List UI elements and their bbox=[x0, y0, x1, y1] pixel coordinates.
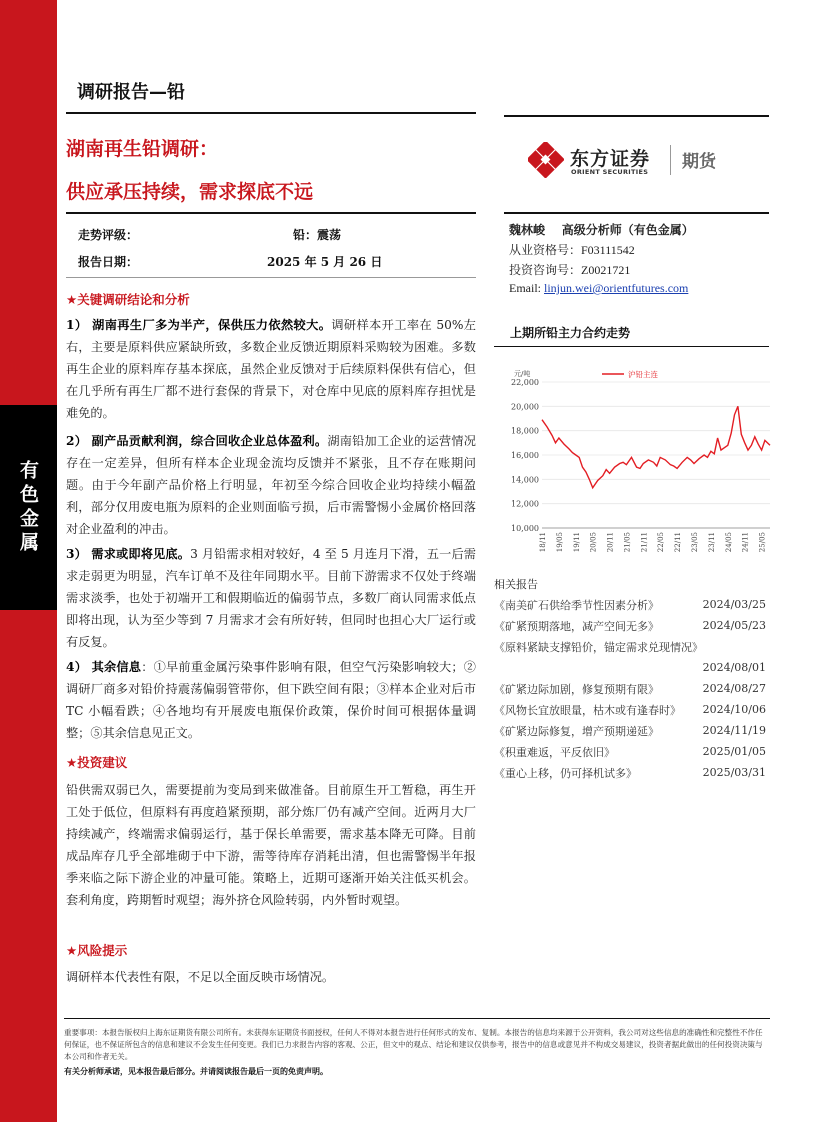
y-tick-label: 18,000 bbox=[511, 426, 539, 436]
related-report-date: 2025/01/05 bbox=[702, 745, 766, 758]
title-line-1: 湖南再生铅调研： bbox=[66, 138, 219, 160]
finding-paragraph-2 bbox=[66, 430, 476, 540]
related-report-date-row bbox=[494, 657, 766, 678]
disclaimer-note: 有关分析师承诺，见本报告最后部分。并请阅读报告最后一页的免责声明。 bbox=[64, 1066, 328, 1076]
logo-divider bbox=[670, 145, 671, 175]
related-report-title: 《风物长宜放眼量，枯木或有逢春时》 bbox=[494, 703, 681, 717]
related-reports-list bbox=[494, 594, 766, 783]
x-tick-label: 25/05 bbox=[758, 532, 767, 553]
related-report-date: 2024/08/27 bbox=[702, 682, 766, 695]
related-report-date: 2024/11/19 bbox=[702, 724, 766, 737]
related-report-item[interactable] bbox=[494, 678, 766, 699]
chart-y-ticks bbox=[511, 378, 539, 533]
finding-1-lead: 1） 湖南再生厂多为半产，保供压力依然较大。 bbox=[66, 318, 332, 332]
sector-tab bbox=[0, 405, 57, 610]
related-report-date: 2024/05/23 bbox=[702, 619, 766, 632]
y-tick-label: 20,000 bbox=[511, 402, 539, 412]
title-rule bbox=[66, 212, 476, 214]
chart-ylabel: 元/吨 bbox=[514, 370, 531, 378]
logo-english-text: ORIENT SECURITIES bbox=[571, 168, 649, 176]
related-report-title: 《重心上移，仍可择机试多》 bbox=[494, 766, 637, 780]
footer-rule bbox=[64, 1018, 770, 1019]
related-heading: 相关报告 bbox=[494, 578, 538, 591]
header-rule-right bbox=[504, 115, 769, 117]
x-tick-label: 24/11 bbox=[741, 532, 750, 553]
x-tick-label: 19/11 bbox=[572, 532, 581, 553]
email-label: Email: bbox=[509, 281, 544, 295]
disclaimer-text: 重要事项：本报告版权归上海东证期货有限公司所有。未获得东证期货书面授权，任何人不得对本报告进行任何形式的发布、复制。本报告的信息均来源于公开资料，我公司对这些信息的准确性和完整性不作任何保证，也不保证所包含的信息和建议不会发生任何变更。我们已力求报告内容的客观、公正，但文中的观点、结论和建议仅供参考，报告中的信息或意见并不构成交易建议，投资者据此做出的任何投资决策与本公司和作者无关。 bbox=[64, 1028, 763, 1061]
finding-paragraph-1 bbox=[66, 314, 476, 424]
y-tick-label: 14,000 bbox=[511, 475, 539, 485]
date-label: 报告日期： bbox=[78, 255, 139, 269]
y-tick-label: 12,000 bbox=[511, 499, 539, 509]
chart-title: 上期所铅主力合约走势 bbox=[510, 326, 631, 340]
related-report-title: 《矿紧边际修复，增产预期递延》 bbox=[494, 724, 659, 738]
related-report-title: 《积重难返，平反依旧》 bbox=[494, 745, 615, 759]
related-report-item[interactable] bbox=[494, 615, 766, 636]
logo-brand-text: 东方证券 bbox=[570, 148, 651, 170]
header-rule-left bbox=[66, 112, 476, 114]
company-logo bbox=[528, 142, 768, 178]
email-link[interactable]: linjun.wei@orientfutures.com bbox=[544, 281, 689, 295]
rating-value: 铅：震荡 bbox=[293, 228, 342, 242]
risk-paragraph: 调研样本代表性有限，不足以全面反映市场情况。 bbox=[66, 970, 335, 984]
risk-heading: ★风险提示 bbox=[66, 943, 128, 958]
legend-label: 沪铅主连 bbox=[628, 370, 658, 379]
related-report-item[interactable] bbox=[494, 594, 766, 615]
finding-4-text: ：①早前重金属污染事件影响有限，但空气污染影响较大；②调研厂商多对铅价持震荡偏弱管带你，但下跌空间有限；③样本企业对后市 TC 小幅看跌；④各地均有开展废电瓶保价政策，保价时间可根据体量调整；⑤其余信息见正文。 bbox=[66, 660, 476, 740]
related-report-item[interactable] bbox=[494, 720, 766, 741]
series-line-lead bbox=[542, 406, 770, 488]
lead-price-chart bbox=[494, 360, 774, 572]
finding-paragraph-3 bbox=[66, 543, 476, 653]
x-tick-label: 22/11 bbox=[674, 532, 683, 553]
related-report-item[interactable] bbox=[494, 636, 766, 657]
related-report-title: 《矿紧边际加剧，修复预期有限》 bbox=[494, 682, 659, 696]
x-tick-label: 19/05 bbox=[555, 532, 564, 553]
chart-x-ticks bbox=[539, 532, 767, 552]
related-report-title: 《南美矿石供给季节性因素分析》 bbox=[494, 598, 659, 612]
y-tick-label: 16,000 bbox=[511, 451, 539, 460]
analyst-rule bbox=[504, 212, 769, 214]
x-tick-label: 21/11 bbox=[640, 532, 649, 553]
finding-2-text: 湖南铅加工企业的运营情况存在一定差异，但所有样本企业现金流均反馈并不紧张，且不存在账期问题。由于今年副产品价格上行明显，年初至今综合回收企业均持续小幅盈利，部分仅用废电瓶为原料的企业则面临亏损，后市需警惕小金属价格回落对企业盈利的冲击。 bbox=[66, 434, 476, 536]
related-report-item[interactable] bbox=[494, 741, 766, 762]
logo-division-text: 期货 bbox=[682, 152, 716, 172]
meta-rule bbox=[66, 277, 476, 278]
related-report-date: 2024/10/06 bbox=[702, 703, 766, 716]
logo-emblem-icon bbox=[528, 142, 564, 178]
related-report-item[interactable] bbox=[494, 762, 766, 783]
consult-number: 投资咨询号：Z0021721 bbox=[509, 263, 631, 277]
y-tick-label: 10,000 bbox=[511, 524, 539, 533]
report-date: 2025 年 5 月 26 日 bbox=[267, 255, 383, 269]
finding-3-lead: 3） 需求或即将见底。 bbox=[66, 547, 191, 561]
rating-label: 走势评级： bbox=[78, 228, 139, 242]
finding-2-lead: 2） 副产品贡献利润，综合回收企业总体盈利。 bbox=[66, 434, 328, 448]
related-report-date: 2024/03/25 bbox=[702, 598, 766, 611]
sector-tab-label: 有色金属 bbox=[17, 459, 39, 556]
related-report-date: 2025/03/31 bbox=[702, 766, 766, 779]
analyst-name: 魏林峻 高级分析师（有色金属） bbox=[509, 223, 694, 237]
x-tick-label: 23/05 bbox=[691, 532, 699, 553]
x-tick-label: 21/05 bbox=[623, 532, 632, 553]
x-tick-label: 18/11 bbox=[539, 532, 547, 553]
finding-paragraph-4 bbox=[66, 656, 476, 744]
related-report-date: 2024/08/01 bbox=[702, 661, 766, 674]
investment-heading: ★投资建议 bbox=[66, 755, 128, 770]
title-line-2: 供应承压持续，需求探底不远 bbox=[66, 181, 314, 203]
x-tick-label: 24/05 bbox=[724, 532, 733, 553]
y-tick-label: 22,000 bbox=[511, 378, 539, 387]
x-tick-label: 20/11 bbox=[606, 532, 615, 553]
finding-1-text: 调研样本开工率在 50%左右，主要是原料供应紧缺所致，多数企业反馈近期原料采购较为困难。多数再生企业的原料库存基本探底，虽然企业反馈对于后续原料保供有信心，但在几乎所有再生厂都不进行套保的背景下，对仓库中见底的原料库存担忧是难免的。 bbox=[66, 318, 476, 420]
x-tick-label: 20/05 bbox=[589, 532, 598, 553]
finding-3-text: 3 月铅需求相对较好，4 至 5 月连月下滑，五一后需求走弱更为明显，汽车订单不及往年同期水平。目前下游需求不仅处于终端需求淡季，也处于初端开工和假期临近的偏弱节点，多数厂商认同需求低点即将出现，认为至少等到 7 月需求才会有所好转，但同时也担心大厂运行或有反复。 bbox=[66, 547, 476, 649]
report-type: 调研报告—铅 bbox=[77, 82, 185, 103]
finding-4-lead: 4） 其余信息 bbox=[66, 660, 142, 674]
related-report-title: 《矿紧预期落地，减产空间无多》 bbox=[494, 619, 659, 633]
related-report-title: 《原料紧缺支撑铅价，锚定需求兑现情况》 bbox=[494, 640, 703, 654]
qualification-number: 从业资格号：F03111542 bbox=[509, 243, 635, 257]
related-report-item[interactable] bbox=[494, 699, 766, 720]
x-tick-label: 22/05 bbox=[657, 532, 666, 553]
investment-paragraph: 铅供需双弱已久，需要提前为变局到来做准备。目前原生开工暂稳，再生开工处于低位，但原料有再度趋紧预期，部分炼厂仍有减产空间。近两月大厂持续减产，终端需求偏弱运行，基于保长单需要，需求基本降无可降。目前成品库存几乎全部堆砌于中下游，需等待库存消耗出清，但也需警惕半年报季来临之际下游企业的冲量可能。策略上，近期可逐渐开始关注低买机会。套利角度，跨期暂时观望；海外挤仓风险转弱，内外暂时观望。 bbox=[66, 783, 476, 907]
x-tick-label: 23/11 bbox=[707, 532, 716, 553]
chart-title-rule bbox=[494, 346, 769, 347]
analyst-email bbox=[509, 281, 688, 296]
key-findings-heading: ★关键调研结论和分析 bbox=[66, 292, 190, 307]
